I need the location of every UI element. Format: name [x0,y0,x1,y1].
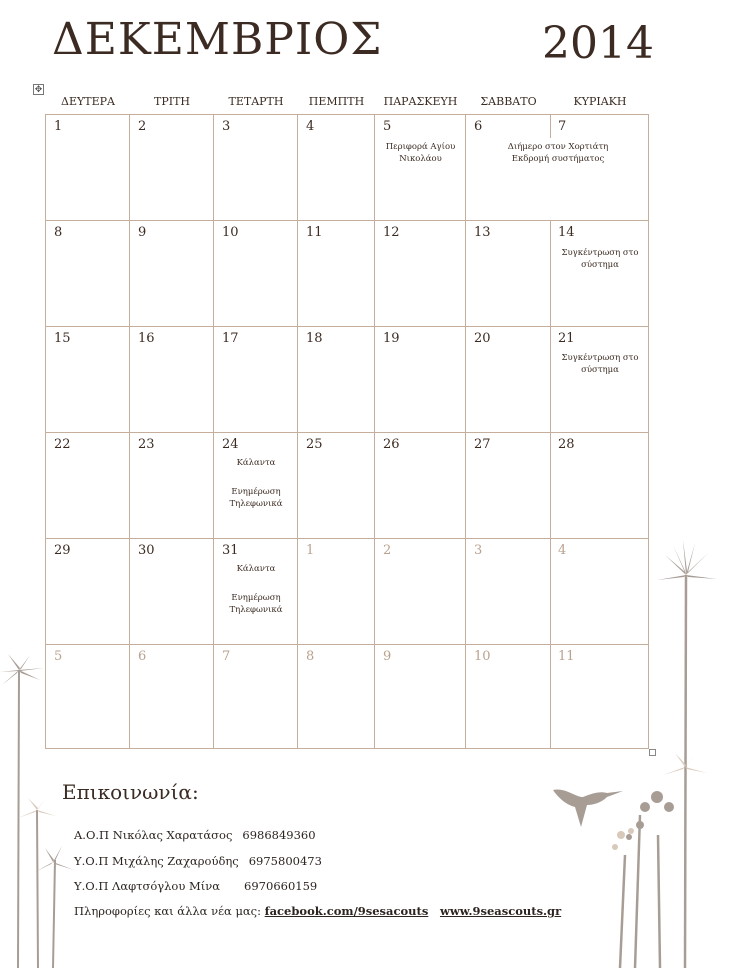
info-row [74,904,561,918]
event-dec5 [375,141,466,165]
day-cell-number[interactable]: 1 [54,119,63,134]
day-cell-number[interactable]: 8 [54,225,63,240]
day-cell-number[interactable]: 27 [474,437,491,452]
weekday-tuesday: ΤΡΙΤΗ [153,95,190,108]
event-dec6-7 [466,141,650,165]
day-cell-number[interactable]: 14 [558,225,575,240]
day-cell-number-next-month[interactable]: 5 [54,649,63,664]
event-text: Διήμερο στον Χορτιάτη [507,142,609,152]
plant-decoration-right [545,535,732,968]
weekday-monday: ΔΕΥΤΕΡΑ [61,95,115,108]
grid-line [45,220,649,221]
contact-row [74,828,316,842]
day-cell-number[interactable]: 25 [306,437,323,452]
day-cell-number[interactable]: 23 [138,437,155,452]
weekday-friday: ΠΑΡΑΣΚΕΥΗ [383,95,458,108]
grid-line [45,432,649,433]
grid-line [374,114,375,749]
website-link[interactable]: www.9seascouts.gr [439,904,562,918]
grid-line [45,114,649,115]
weekday-wednesday: ΤΕΤΑΡΤΗ [228,95,284,108]
day-cell-number[interactable]: 10 [222,225,239,240]
event-text: Συγκέντρωση στο [561,248,639,258]
day-cell-number[interactable]: 18 [306,331,323,346]
event-text: Συγκέντρωση στο [561,353,639,363]
event-text: Ενημέρωση [231,593,281,603]
event-text: Ενημέρωση [231,487,281,497]
day-cell-number[interactable]: 16 [138,331,155,346]
event-text: σύστημα [581,260,619,270]
event-dec24 [214,457,298,510]
contact-row [74,854,322,868]
grid-line [213,114,214,749]
day-cell-number[interactable]: 26 [383,437,400,452]
day-cell-number[interactable]: 20 [474,331,491,346]
contact-name: Υ.Ο.Π Λαφτσόγλου Μίνα [74,879,221,893]
day-cell-number[interactable]: 4 [306,119,315,134]
day-cell-number[interactable]: 24 [222,437,239,452]
day-cell-number-next-month[interactable]: 10 [474,649,491,664]
day-cell-number-next-month[interactable]: 2 [383,543,392,558]
day-cell-number[interactable]: 11 [306,225,323,240]
day-cell-number[interactable]: 2 [138,119,147,134]
contact-name: Α.Ο.Π Νικόλας Χαρατάσος [74,828,233,842]
day-cell-number[interactable]: 6 [474,119,483,134]
day-cell-number[interactable]: 13 [474,225,491,240]
day-cell-number-next-month[interactable]: 7 [222,649,231,664]
day-cell-number-next-month[interactable]: 8 [306,649,315,664]
table-move-handle-icon[interactable]: ✥ [34,85,43,95]
weekday-thursday: ΠΕΜΠΤΗ [308,95,365,108]
event-text: Εκδρομή συστήματος [511,154,605,164]
contact-heading: Επικοινωνία: [62,780,199,804]
event-dec31 [214,563,298,616]
grid-line [129,114,130,749]
event-dec14 [551,247,649,271]
day-cell-number[interactable]: 9 [138,225,147,240]
grid-line [45,326,649,327]
hummingbird-icon [553,789,623,827]
contact-row [74,879,317,893]
day-cell-number[interactable]: 21 [558,331,575,346]
day-cell-number[interactable]: 28 [558,437,575,452]
month-title: ΔΕΚΕΜΒΡΙΟΣ [52,14,383,65]
grid-line [297,114,298,749]
day-cell-number-next-month[interactable]: 9 [383,649,392,664]
weekday-sunday: ΚΥΡΙΑΚΗ [573,95,627,108]
day-cell-number[interactable]: 19 [383,331,400,346]
contact-name: Υ.Ο.Π Μιχάλης Ζαχαρούδης [74,854,239,868]
year-title: 2014 [542,18,654,69]
event-text: Κάλαντα [236,458,276,468]
day-cell-number[interactable]: 5 [383,119,392,134]
event-text: Περιφορά Αγίου [385,142,456,152]
contact-phone: 6986849360 [242,828,316,842]
day-cell-number[interactable]: 31 [222,543,239,558]
day-cell-number[interactable]: 29 [54,543,71,558]
day-cell-number-next-month[interactable]: 1 [306,543,315,558]
facebook-link[interactable]: facebook.com/9sesacouts [264,904,429,918]
day-cell-number-next-month[interactable]: 3 [474,543,483,558]
event-text: Νικολάου [399,154,442,164]
day-cell-number-next-month[interactable]: 6 [138,649,147,664]
event-text: Τηλεφωνικά [229,605,283,615]
day-cell-number[interactable]: 15 [54,331,71,346]
day-cell-number[interactable]: 17 [222,331,239,346]
contact-phone: 6975800473 [248,854,322,868]
contact-phone: 6970660159 [244,879,318,893]
day-cell-number[interactable]: 30 [138,543,155,558]
day-cell-number-next-month[interactable]: 4 [558,543,567,558]
day-cell-number[interactable]: 7 [558,119,567,134]
info-prefix: Πληροφορίες και άλλα νέα μας: [74,904,261,918]
day-cell-number[interactable]: 22 [54,437,71,452]
plant-decoration-left [0,640,90,968]
event-text: σύστημα [581,365,619,375]
day-cell-number-next-month[interactable]: 11 [558,649,575,664]
event-text: Τηλεφωνικά [229,499,283,509]
grid-line [465,114,466,749]
day-cell-number[interactable]: 3 [222,119,231,134]
weekday-saturday: ΣΑΒΒΑΤΟ [480,95,537,108]
event-dec21 [551,352,649,376]
event-text: Κάλαντα [236,564,276,574]
grid-line [550,114,551,138]
day-cell-number[interactable]: 12 [383,225,400,240]
